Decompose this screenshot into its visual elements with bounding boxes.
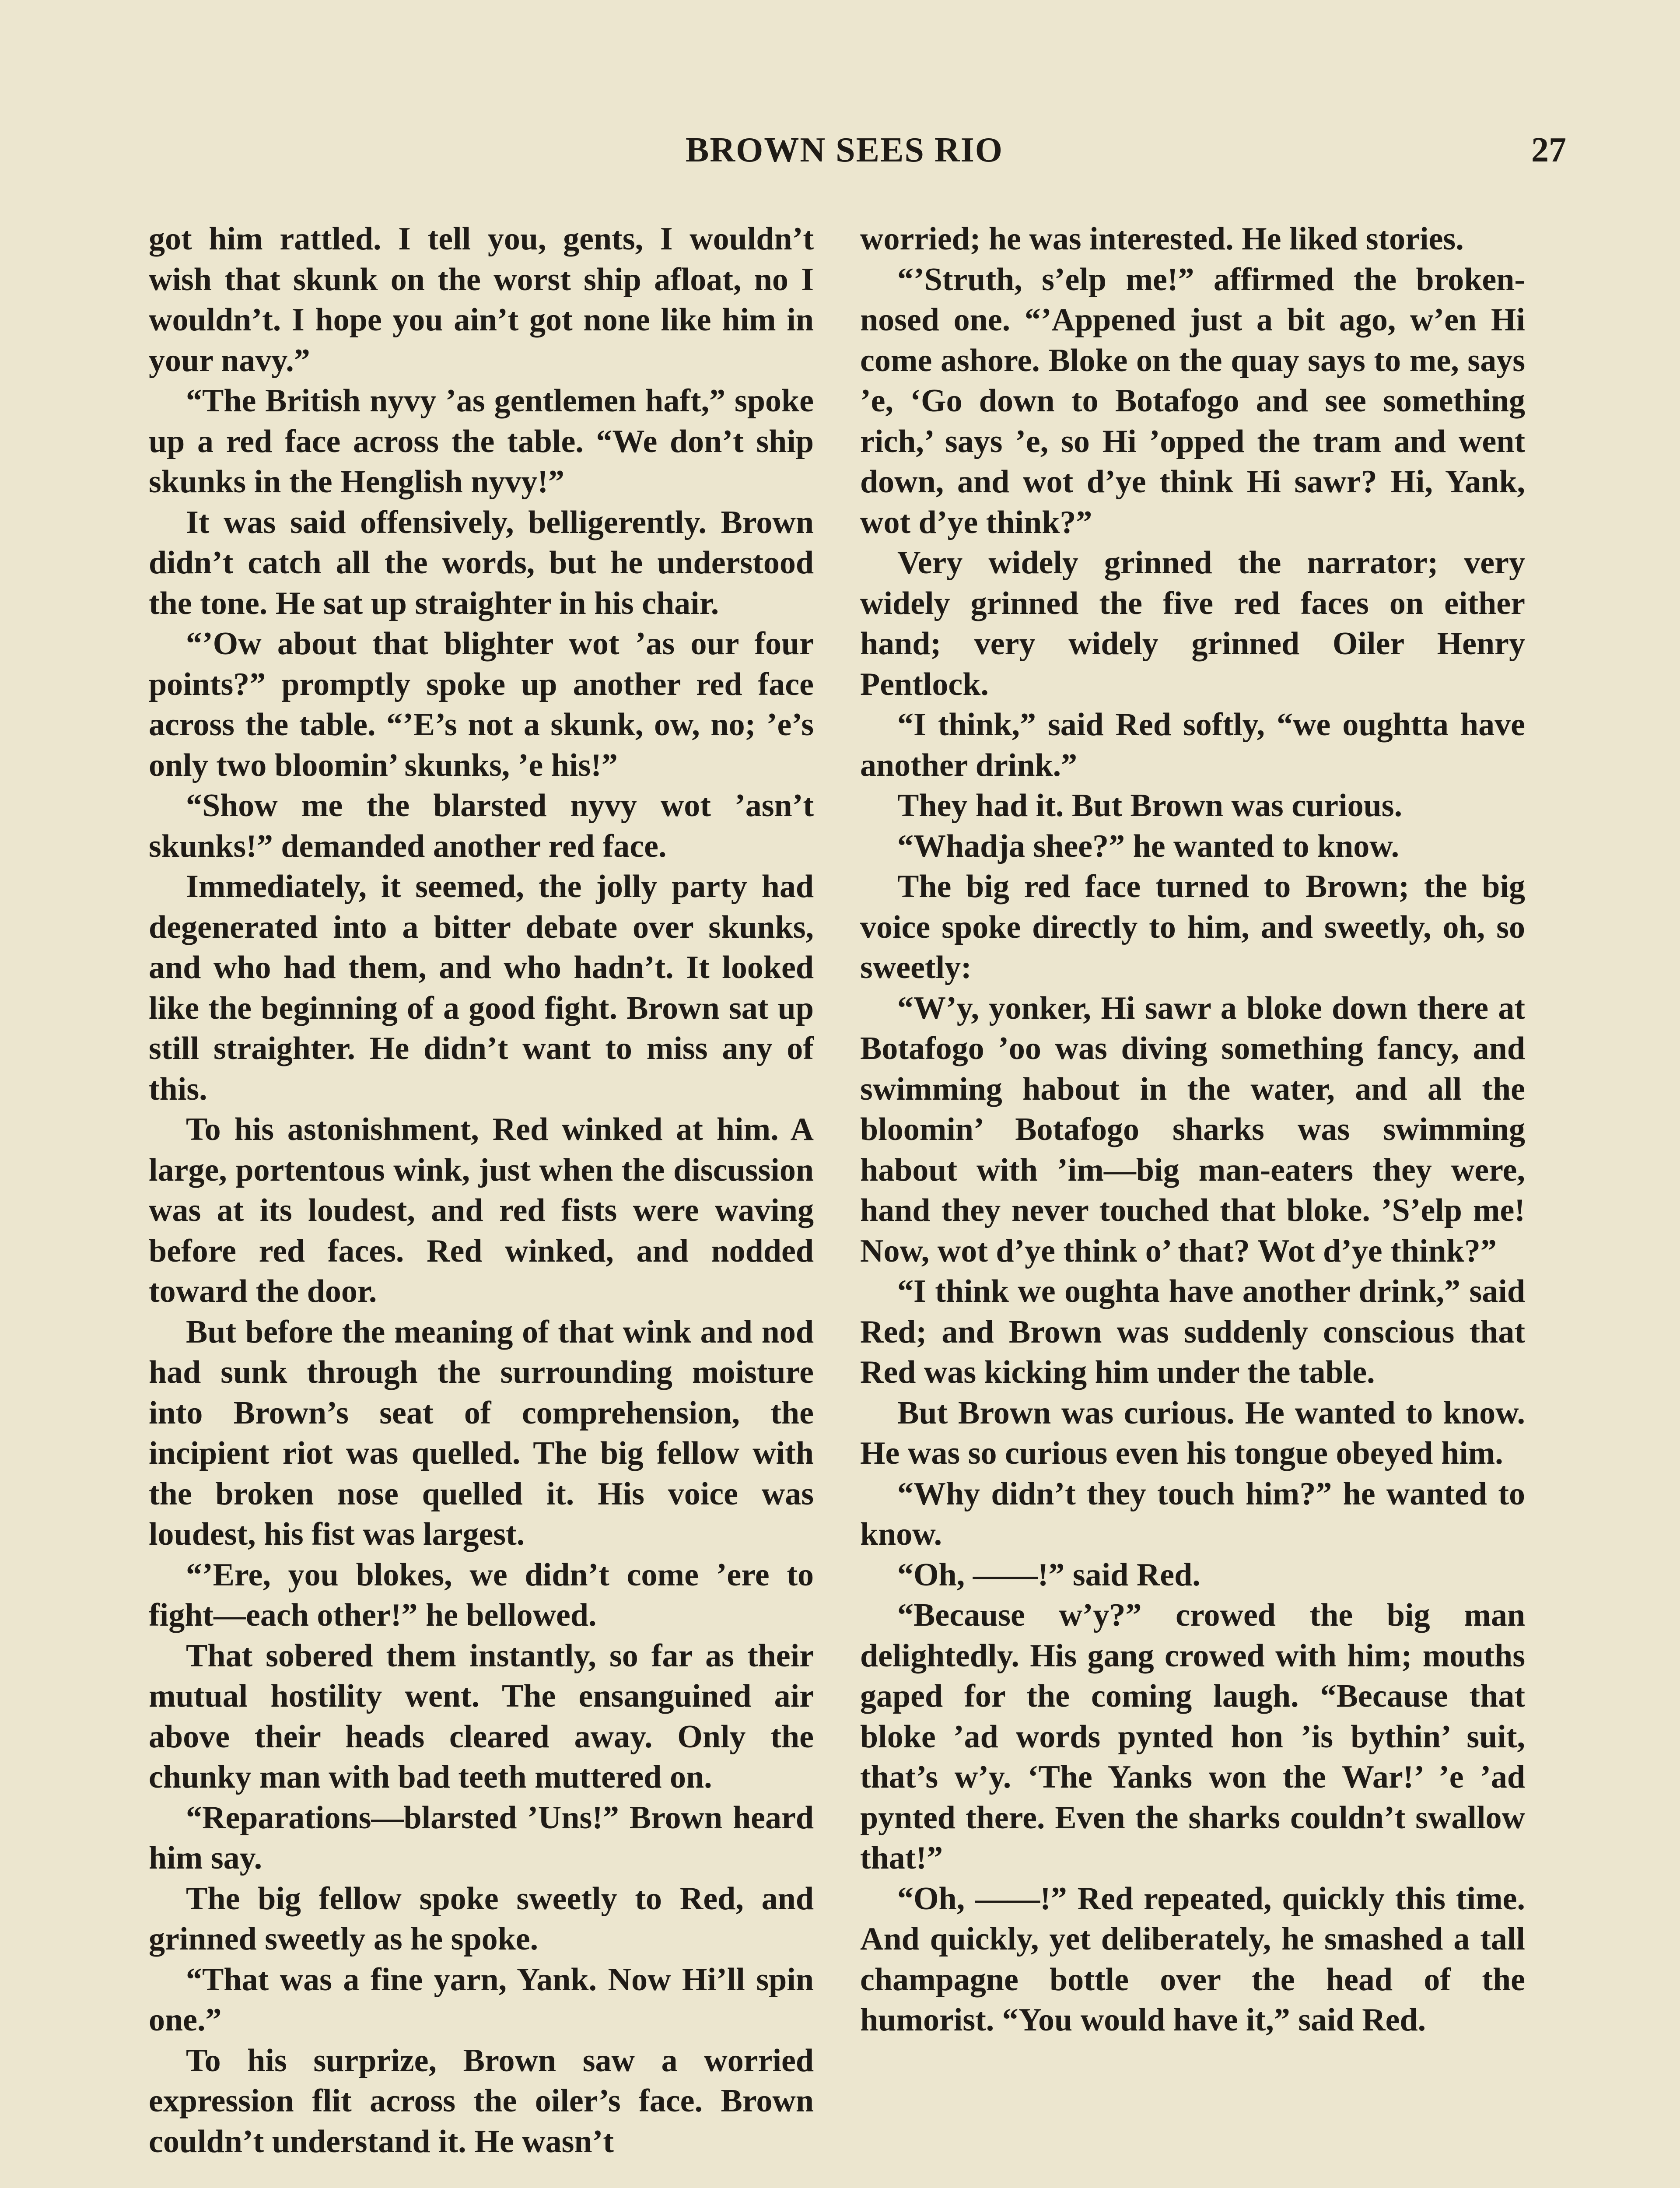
paragraph: The big fellow spoke sweetly to Red, and grinned sweetly as he spoke. [149,1880,814,1957]
paragraph: “Reparations—blarsted ’Uns!” Brown heard him say. [149,1799,814,1876]
paragraph: got him rattled. I tell you, gents, I wouldn’t wish that skunk on the worst ship afloat, no I wouldn’t. I hope you ain’t got none like him in your navy.” [149,221,814,379]
paragraph: “I think we oughta have another drink,” said Red; and Brown was suddenly conscious that Red was kicking him under the table. [860,1273,1525,1390]
paragraph: “Whadja shee?” he wanted to know. [897,828,1400,864]
page-number: 27 [1531,131,1566,169]
paragraph: To his surprize, Brown saw a worried expression flit across the oiler’s face. Brown couldn’t understand it. He wasn’t [149,2042,814,2160]
running-header: BROWN SEES RIO [686,131,1003,169]
paragraph: “Oh, ——!” Red repeated, quickly this time. And quickly, yet deliberately, he smashed a tall champagne bottle over the head of the humorist. “You would have it,” said Red. [860,1880,1525,2038]
paragraph: “W’y, yonker, Hi sawr a bloke down there at Botafogo ’oo was diving something fancy, and swimming habout in the water, and all the bloomin’ Botafogo sharks was swimming habout with ’im—big man-eaters they were, hand they never touched that bloke. ’S’elp me! Now, wot d’ye think o’ that? Wot d’ye think?” [860,990,1525,1269]
paragraph: “Because w’y?” crowed the big man delightedly. His gang crowed with him; mouths gaped for the coming laugh. “Because that bloke ’ad words pynted hon ’is bythin’ suit, that’s w’y. ‘The Yanks won the War!’ ’e ’ad pynted there. Even the sharks couldn’t swallow that!” [860,1597,1525,1876]
paragraph: Very widely grinned the narrator; very widely grinned the five red faces on either hand; very widely grinned Oiler Henry Pentlock. [860,545,1525,702]
paragraph: The big red face turned to Brown; the big voice spoke directly to him, and sweetly, oh, so sweetly: [860,869,1525,985]
paragraph: But before the meaning of that wink and nod had sunk through the surrounding moisture into Brown’s seat of comprehension, the incipient riot was quelled. The big fellow with the broken nose quelled it. His voice was loudest, his fist was largest. [149,1314,814,1552]
left-column [149,219,814,2162]
paragraph: It was said offensively, belligerently. Brown didn’t catch all the words, but he understood the tone. He sat up straighter in his chair. [149,504,814,621]
paragraph: “The British nyvy ’as gentlemen haft,” spoke up a red face across the table. “We don’t ship skunks in the Henglish nyvy!” [149,383,814,500]
paragraph: That sobered them instantly, so far as their mutual hostility went. The ensanguined air above their heads cleared away. Only the chunky man with bad teeth muttered on. [149,1637,814,1795]
paragraph: “Show me the blarsted nyvy wot ’asn’t skunks!” demanded another red face. [149,788,814,864]
paragraph: “Why didn’t they touch him?” he wanted to know. [860,1476,1525,1552]
paragraph: They had it. But Brown was curious. [897,788,1403,824]
paragraph: “’Struth, s’elp me!” affirmed the broken-nosed one. “’Appened just a bit ago, w’en Hi come ashore. Bloke on the quay says to me, says ’e, ‘Go down to Botafogo and see something rich,’ says ’e, so Hi ’opped the tram and went down, and wot d’ye think Hi sawr? Hi, Yank, wot d’ye think?” [860,261,1525,540]
paragraph: But Brown was curious. He wanted to know. He was so curious even his tongue obeyed him. [860,1395,1525,1471]
paragraph: “’Ow about that blighter wot ’as our four points?” promptly spoke up another red face across the table. “’E’s not a skunk, ow, no; ’e’s only two bloomin’ skunks, ’e his!” [149,626,814,783]
paragraph: “I think,” said Red softly, “we oughtta have another drink.” [860,707,1525,783]
paragraph: Immediately, it seemed, the jolly party had degenerated into a bitter debate over skunks, and who had them, and who hadn’t. It looked like the beginning of a good fight. Brown sat up still straighter. He didn’t want to miss any of this. [149,869,814,1107]
paragraph: To his astonishment, Red winked at him. A large, portentous wink, just when the discussion was at its loudest, and red fists were waving before red faces. Red winked, and nodded toward the door. [149,1112,814,1309]
paragraph: worried; he was interested. He liked stories. [860,221,1464,257]
right-column [860,219,1525,2041]
paragraph: “Oh, ——!” said Red. [897,1557,1200,1593]
paragraph: “’Ere, you blokes, we didn’t come ’ere to fight—each other!” he bellowed. [149,1557,814,1633]
paragraph: “That was a fine yarn, Yank. Now Hi’ll spin one.” [149,1961,814,2038]
